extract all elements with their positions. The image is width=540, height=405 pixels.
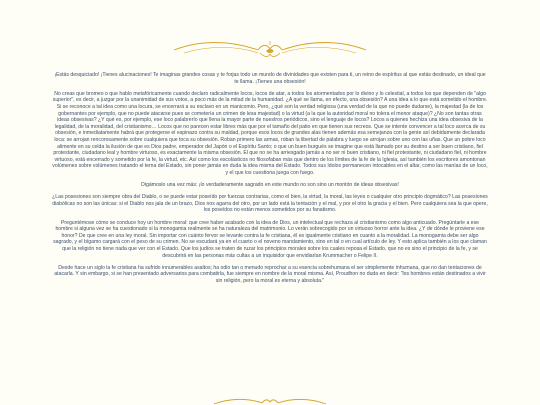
top-flourish-ornament xyxy=(170,41,370,61)
paragraph: Digámoslo una vez más: ¡lo verdaderamente sagrado en este mundo no son sino un montón de ideas obsesivas! xyxy=(141,182,399,189)
paragraph: ¿Las posesiones son siempre obra del Diablo, o se puede estar poseído por fuerzas contrarias, como el bien, la virtud, la moral, las leyes o cualquier otro principio dogmático? Las posesiones diabólicas no son las únicas: si el Diablo nos jala de un brazo, Dios nos agarra del otro, por un lado está la tentación y el mal, y por el otro la gracia y el bien. Pero cualquiera sea la que opere, los poseídos no están menos sometidos por su fanatismo. xyxy=(52,194,488,214)
paragraph: No creas que bromeo o que hablo metafóricamente cuando declaro radicalmente locos, locos de atar, a todos los atormentados por lo divino y lo celestial, a todos los que dependen de "algo superior", es decir, a juzgar por la unanimidad de sus votos, a poco más de la mitad de la humanidad. ¿A qué se llama, en efecto, una obsesión? A una idea a lo que está sometido el hombre. Si se reconoce a tal idea como una locura, se encerrará a su esclavo en un manicomio. Pero, ¿qué son la verdad religiosa (una verdad de la que no puede dudarse), la majestad (la de los gobernantes por ejemplo, que no puede atacarse pues se cometería un crimen de lesa majestad) o la virtud (a la que la autoridad moral no tolera el menor ataque)? ¿No son tantas otras ideas obsesivas? ¿Y qué es, por ejemplo, ese loco palabrerío que llena la mayor parte de nuestros periódicos, sino el lenguaje de locos? Locos a quienes hechiza una idea obsesiva de la legalidad, de la moralidad, del cristianismo… Locos que no parecen estar libres más que por el tamaño del patio en que tienen sus recreos. Que se intente convencer a tal loco acerca de su obsesión, e inmediatamente habrá que protegerse el espinazo contra su maldad, porque esos locos de grandes alas tienen además esa semejanza con la gente así debidamente declarada loca: se arrojan rencorosamente sobre cualquiera que toca su obsesión. Roban primero las armas, roban la libertad de palabra y luego se arrojan sobre uno con las uñas. Que un pobre loco alimente en su celda la ilusión de que es Dios padre, emperador del Japón o el Espíritu Santo; o que un buen burgués se imagine que está llamado por su destino a ser buen cristiano, fiel protestante, ciudadano leal y hombre virtuoso, es exactamente la misma obsesión. El que no se ha arriesgado jamás a no ser ni buen cristiano, ni fiel protestante, ni ciudadano fiel, ni hombre virtuoso, está encerrado y sometido por la fe, la virtud, etc. Así como los escolásticos no filosofaban más que dentro de los límites de la fe de la Iglesia, así también los escritores amontonan volúmenes sobre volúmenes tratando el tema del Estado, sin poner jamás en duda la idea misma del Estado. Todos sus ídolos permanecen intocables en el altar, como las manías de un loco, y el que los cuestiona juega con fuego. xyxy=(52,90,488,176)
top-flourish-icon xyxy=(170,41,370,61)
bottom-flourish-ornament xyxy=(210,397,330,405)
paragraph: ¡Estás desquiciado! ¡Tienes alucinaciones! Te imaginas grandes cosas y te forjas todo un mundo de divinidades que existen para ti, un reino de espíritus al que estás destinado, un ideal que te llama. ¡Tienes una obsesión! xyxy=(54,72,486,85)
body-text xyxy=(52,72,488,290)
paragraph: Desde hace un siglo la fe cristiana ha sufrido innumerables asaltos; ha odio tan o menudo reprochar a su esencia sobrehumana el ser simplemente inhumana, que no dan tentaciones de atacarla. Y sin embargo, si se han presentado adversarios para combatirla, fue siempre en nombre de la moral misma. Así, Proudhon no duda en decir: "los hombres están destinados a vivir sin religión, pero la moral es eterna y absoluta." xyxy=(54,264,486,284)
bottom-flourish-icon xyxy=(210,397,330,405)
paragraph: Preguntémose cómo se conduce hoy un hombre moral: que cree haber acabado con la idea de Dios, un intelectual que rechaza al cristianismo como algo anticuado. Pregúntarle a ese hombre si alguna vez se ha cuestionado si la monogamia realmente se ha naturaleza del matrimonio. Lo verán sobrecogido por un virtuoso horror ante la idea. ¿Y de dónde le proviene ese honor? De que cree en una ley moral. Sin importar con cuánto fervor se levante contra la fe cristiana, él es igualmente cristiano en cuanto a la moralidad. La monogamia debe ser algo sagrado, y el bígamo cargará con el peso de su crimen. No se escudará ya en el cuarto o el noveno mandamiento, sino en tal o en cual artículo de ley. Y esto aplica también a los que claman que la religión no tiene nada que ver con el Estado. Que los judíos se traten de ruzar los principios morales sobre los cuales reposa el Estado, que no es sino el principio de la fe, y se descubrirá en las personas más cultas a un inquisidor que envidiarían Krummacher o Felipe II. xyxy=(53,219,487,259)
